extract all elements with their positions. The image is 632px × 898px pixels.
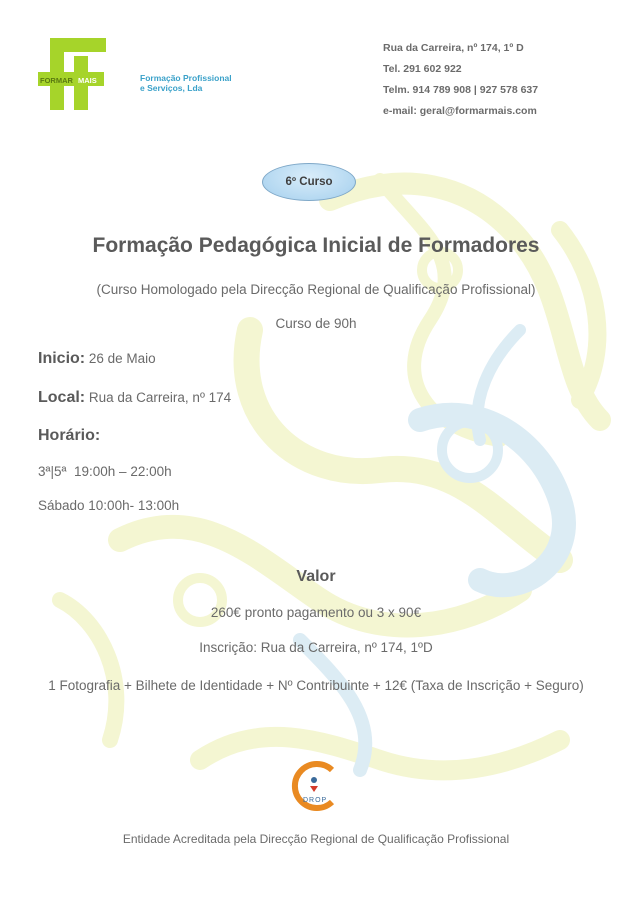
formarmais-logo [36,36,136,117]
schedule-label: Horário: [38,427,101,444]
contact-address: Rua da Carreira, nº 174, 1º D [383,42,524,54]
schedule-heading [38,427,100,445]
logo-wordmark-formar: FORMAR [40,76,73,85]
start-date-label: Inicio: [38,350,86,367]
contact-email[interactable]: e-mail: geral@formarmais.com [383,105,537,117]
contact-mobile: Telm. 914 789 908 | 927 578 637 [383,84,539,96]
tagline-line-1: Formação Profissional [140,73,232,83]
registration-address: Inscrição: Rua da Carreira, nº 174, 1ºD [199,640,433,655]
start-date-row [38,350,156,368]
contact-block [383,41,538,125]
drop-figure-icon [311,777,317,783]
location-row [38,389,231,407]
drop-logo [288,758,344,819]
page-title: Formação Pedagógica Inicial de Formadores [92,234,540,257]
location-label: Local: [38,389,86,406]
registration-requirements: 1 Fotografia + Bilhete de Identidade + Nº Contribuinte + 12€ (Taxa de Inscrição + Seguro) [48,678,584,693]
schedule-saturday: Sábado 10:00h- 13:00h [38,498,180,513]
tagline-line-2: e Serviços, Lda [140,83,203,93]
start-date-value: 26 de Maio [88,351,156,366]
accreditation-footer: Entidade Acreditada pela Direcção Regional de Qualificação Profissional [122,832,510,846]
logo-wordmark-mais: MAIS [78,76,97,85]
location-value: Rua da Carreira, nº 174 [88,390,232,405]
price-heading: Valor [296,568,336,585]
drop-logo-text: DROP [303,797,328,804]
page-subtitle: (Curso Homologado pela Direcção Regional de Qualificação Profissional) [96,282,536,297]
schedule-weekday: 3ª|5ª 19:00h – 22:00h [38,464,172,479]
course-number-badge: 6º Curso [262,163,356,201]
contact-phone: Tel. 291 602 922 [383,63,462,75]
price-text: 260€ pronto pagamento ou 3 x 90€ [210,605,422,620]
course-duration: Curso de 90h [275,316,357,331]
logo-tagline [140,73,232,93]
